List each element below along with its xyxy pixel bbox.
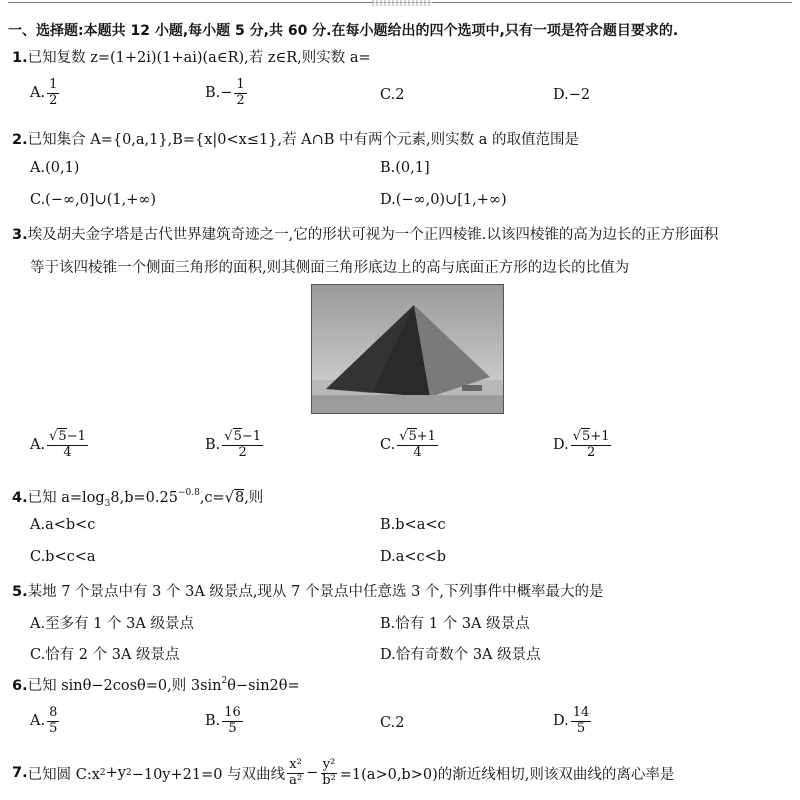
denominator: 2: [236, 92, 245, 108]
q4-option-b: B.b<a<c: [380, 517, 446, 533]
question-text: 已知 sinθ−2cosθ=0,则 3sin: [27, 678, 222, 694]
question-text: 已知圆 C:x: [27, 766, 100, 783]
q1-option-b: [205, 78, 249, 109]
q1-option-a: [30, 78, 61, 109]
numerator: y²: [322, 757, 336, 772]
question-number: 2.: [12, 132, 28, 148]
numerator: 8: [49, 705, 58, 720]
denominator: 5: [228, 720, 237, 736]
q5-option-d: D.恰有奇数个 3A 级景点: [380, 647, 541, 663]
option-label: C.: [380, 87, 396, 103]
option-label: C.: [380, 715, 396, 731]
pyramid-image: [312, 285, 503, 413]
radicand: 5: [408, 429, 417, 444]
fraction: [47, 706, 59, 737]
question-1-stem: [12, 46, 371, 67]
q4-option-d: D.a<c<b: [380, 549, 447, 565]
q6-option-b: [205, 706, 245, 737]
question-3-stem-line1: [12, 223, 718, 244]
question-3-stem-line2: 等于该四棱锥一个侧面三角形的面积,则其侧面三角形底边上的高与底面正方形的边长的比值为: [30, 260, 630, 276]
q1-option-d: [553, 87, 590, 103]
q5-option-c: C.恰有 2 个 3A 级景点: [30, 647, 180, 663]
q6-option-d: [553, 706, 593, 737]
option-text: 2: [395, 87, 405, 103]
option-text: −2: [568, 87, 591, 103]
q2-option-a: A.(0,1): [30, 160, 80, 176]
fraction: [571, 430, 612, 461]
fraction: [234, 78, 246, 109]
fraction: [287, 758, 304, 789]
option-label: D.: [553, 87, 569, 103]
header-logo-mark: [372, 0, 432, 6]
operator: −1: [66, 429, 86, 444]
fraction: [320, 758, 338, 789]
operator: −: [306, 765, 319, 782]
denominator: 5: [576, 720, 586, 736]
exponent: −0.8: [177, 488, 200, 498]
question-number: 7.: [12, 765, 28, 782]
log-base: 3: [104, 498, 111, 509]
option-label: B.: [205, 85, 221, 102]
section-title: 一、选择题:本题共 12 小题,每小题 5 分,共 60 分.在每小题给出的四个选项中,只有一项是符合题目要求的.: [8, 23, 679, 39]
question-6-stem: [12, 674, 300, 695]
question-number: 5.: [12, 584, 28, 600]
radicand: 5: [58, 429, 67, 444]
question-text: ,c=: [199, 490, 225, 506]
option-label: B.: [205, 713, 221, 730]
denominator: 2: [238, 444, 247, 460]
option-label: A.: [30, 85, 46, 102]
question-text: 已知集合 A={0,a,1},B={x|0<x≤1},若 A∩B 中有两个元素,则实数 a 的取值范围是: [27, 132, 580, 148]
exponent: 2: [221, 676, 228, 686]
q5-option-a: A.至多有 1 个 3A 级景点: [30, 616, 194, 632]
question-4-stem: 4.已知 $a=\log_38,b=0.25^{-0.8},c=√8$,则: [12, 488, 264, 509]
question-text: =1(a>0,b>0)的渐近线相切,则该双曲线的离心率是: [339, 766, 675, 783]
sign: −: [220, 85, 233, 102]
fraction: [47, 78, 59, 109]
question-text: 某地 7 个景点中有 3 个 3A 级景点,现从 7 个景点中任意选 3 个,下列事件中概率最大的是: [27, 584, 604, 600]
numerator: √5−1: [224, 429, 262, 444]
q2-option-d: D.(−∞,0)∪[1,+∞): [380, 192, 507, 208]
option-label: C.: [380, 437, 396, 454]
operator: +1: [590, 429, 610, 444]
q6-option-a: [30, 706, 61, 737]
question-5-stem: [12, 580, 604, 601]
pyramid-photo: [311, 284, 504, 414]
numerator: 14: [572, 705, 590, 720]
numerator: √5+1: [399, 429, 436, 444]
denominator: 4: [63, 444, 72, 460]
option-label: A.: [30, 713, 46, 730]
q4-option-c: C.b<c<a: [30, 549, 96, 565]
option-label: D.: [553, 713, 569, 730]
question-number: 1.: [12, 50, 28, 66]
fraction: [397, 430, 438, 461]
question-text: −10y+21=0 与双曲线: [131, 766, 286, 783]
q3-option-a: [30, 430, 90, 461]
question-text: +y: [105, 765, 126, 782]
fraction: [222, 430, 263, 461]
option-label: B.: [205, 437, 221, 454]
radicand: 5: [582, 429, 591, 444]
numerator: 16: [224, 705, 241, 720]
q3-option-d: [553, 430, 613, 461]
q3-option-b: [205, 430, 265, 461]
fraction: [47, 430, 88, 461]
question-text: 埃及胡夫金字塔是古代世界建筑奇迹之一,它的形状可视为一个正四棱锥.以该四棱锥的高为边长的正方形面积: [27, 227, 719, 243]
question-number: 3.: [12, 227, 28, 243]
q3-option-c: [380, 430, 440, 461]
q6-option-c: [380, 715, 404, 731]
q1-option-c: [380, 87, 404, 103]
numerator: √5−1: [49, 429, 86, 444]
fraction: [222, 706, 243, 737]
denominator: b²: [322, 772, 336, 788]
question-text: 8,b=0.25: [110, 490, 178, 506]
option-label: D.: [553, 437, 569, 454]
q4-option-a: A.a<b<c: [30, 517, 96, 533]
denominator: 2: [49, 92, 58, 108]
q5-option-b: B.恰有 1 个 3A 级景点: [380, 616, 530, 632]
question-2-stem: [12, 128, 579, 149]
question-number: 4.: [12, 490, 28, 506]
q2-option-c: C.(−∞,0]∪(1,+∞): [30, 192, 157, 208]
denominator: 5: [49, 720, 58, 736]
numerator: √5+1: [572, 429, 610, 444]
radicand: 5: [233, 429, 242, 444]
question-7-stem: 7. 已知圆 C:x 2 +y 2 −10y+21=0 与双曲线 $\frac{\text{x²}}{\text{a²}}$ − $\frac{\text{y²}}{\text{b²}}$ =1(a>0,b>0)的渐近线相切,则该双曲线的离心率是: [12, 757, 675, 788]
option-text: 2: [395, 715, 405, 731]
numerator: 1: [236, 77, 245, 92]
question-text: ,则: [244, 490, 264, 506]
denominator: 4: [413, 444, 422, 460]
numerator: x²: [289, 757, 302, 772]
fraction: [571, 706, 592, 737]
operator: +1: [416, 429, 436, 444]
option-label: A.: [30, 437, 46, 454]
numerator: 1: [49, 77, 58, 92]
q2-option-b: B.(0,1]: [380, 160, 430, 176]
question-number: 6.: [12, 678, 28, 694]
denominator: a²: [289, 772, 303, 788]
operator: −1: [241, 429, 262, 444]
question-text: 已知 a=log: [27, 490, 105, 506]
denominator: 2: [586, 444, 596, 460]
question-text: θ−sin2θ=: [227, 678, 300, 694]
question-text: 已知复数 z=(1+2i)(1+ai)(a∈R),若 z∈R,则实数 a=: [27, 50, 371, 66]
radicand: 8: [234, 490, 245, 506]
